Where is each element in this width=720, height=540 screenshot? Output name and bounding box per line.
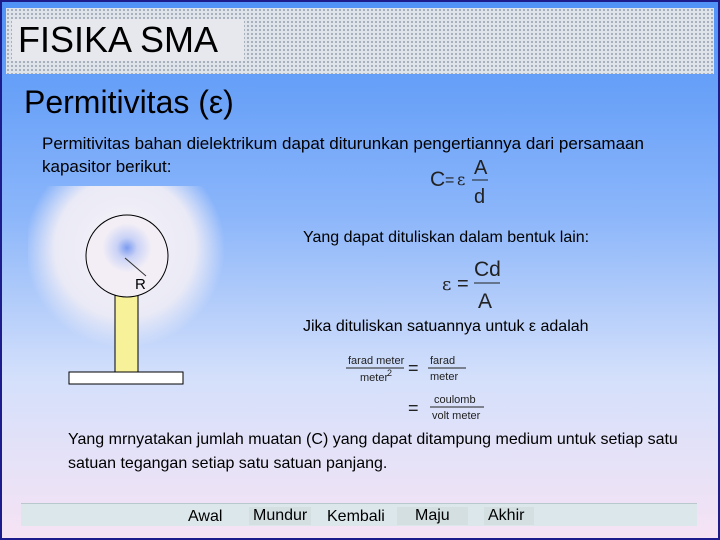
nav-awal-button[interactable]: Awal — [184, 508, 226, 526]
nav-maju-button[interactable]: Maju — [397, 507, 468, 525]
formula-coef: ε — [457, 170, 466, 189]
unit3-denominator: volt meter — [432, 410, 481, 422]
alternate-form-text: Yang dapat dituliskan dalam bentuk lain: — [303, 229, 590, 246]
unit-derivation — [342, 350, 492, 425]
unit-eq-2: = — [408, 398, 419, 418]
formula-numerator: A — [474, 157, 488, 179]
unit-intro-text: Jika dituliskan satuannya untuk ε adalah — [303, 318, 589, 335]
formula2-numerator: Cd — [474, 258, 501, 281]
charged-sphere — [86, 215, 168, 297]
formula-eq: = — [445, 172, 455, 189]
formula-denominator: d — [474, 186, 486, 206]
sphere-diagram — [28, 186, 248, 386]
app-title: FISIKA SMA — [18, 19, 219, 60]
unit-eq-1: = — [408, 358, 419, 378]
unit1-exponent: 2 — [387, 368, 393, 378]
unit2-numerator: farad — [430, 355, 456, 367]
nav-kembali-button[interactable]: Kembali — [323, 508, 389, 526]
permittivity-formula — [438, 256, 508, 312]
formula2-denominator: A — [478, 290, 493, 312]
slide-heading: Permitivitas (ε) — [24, 84, 234, 120]
unit1-numerator: farad meter — [348, 355, 405, 367]
stand-base — [69, 372, 183, 384]
radius-label: R — [135, 276, 146, 293]
formula2-lhs: ε — [442, 274, 452, 295]
formula-lhs: C — [430, 168, 446, 191]
unit1-denominator: meter — [360, 372, 389, 384]
nav-akhir-button[interactable]: Akhir — [484, 507, 534, 525]
stand-pillar — [115, 295, 138, 372]
intro-paragraph: Permitivitas bahan dielektrikum dapat diturunkan pengertiannya dari persamaan kapasitor berikut: — [42, 134, 644, 176]
explanation-paragraph: Yang mrnyatakan jumlah muatan (C) yang dapat ditampung medium untuk setiap satu satuan tegangan setiap satu satuan panjang. — [68, 431, 678, 472]
unit3-numerator: coulomb — [434, 394, 476, 406]
unit2-denominator: meter — [430, 371, 459, 383]
capacitor-formula — [428, 156, 508, 206]
nav-mundur-button[interactable]: Mundur — [249, 507, 311, 525]
formula2-eq: = — [457, 273, 469, 295]
